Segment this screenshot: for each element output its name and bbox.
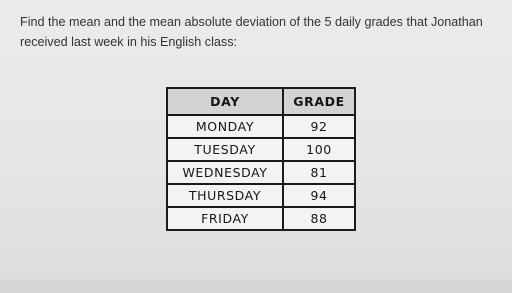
day-cell: MONDAY xyxy=(167,115,283,138)
header-day: DAY xyxy=(167,88,283,115)
grade-cell: 94 xyxy=(283,184,355,207)
grade-cell: 92 xyxy=(283,115,355,138)
bottom-divider xyxy=(0,280,512,293)
day-cell: TUESDAY xyxy=(167,138,283,161)
question-text: Find the mean and the mean absolute deviation of the 5 daily grades that Jonathan received last week in his English class: xyxy=(20,15,483,49)
grade-cell: 88 xyxy=(283,207,355,230)
table-header-row xyxy=(167,88,355,115)
day-cell: WEDNESDAY xyxy=(167,161,283,184)
day-cell: THURSDAY xyxy=(167,184,283,207)
header-grade: GRADE xyxy=(283,88,355,115)
table-row xyxy=(167,207,355,230)
table-row xyxy=(167,138,355,161)
grades-table xyxy=(166,87,356,231)
table-row xyxy=(167,161,355,184)
table-row xyxy=(167,115,355,138)
grade-cell: 81 xyxy=(283,161,355,184)
grade-cell: 100 xyxy=(283,138,355,161)
day-cell: FRIDAY xyxy=(167,207,283,230)
table-row xyxy=(167,184,355,207)
